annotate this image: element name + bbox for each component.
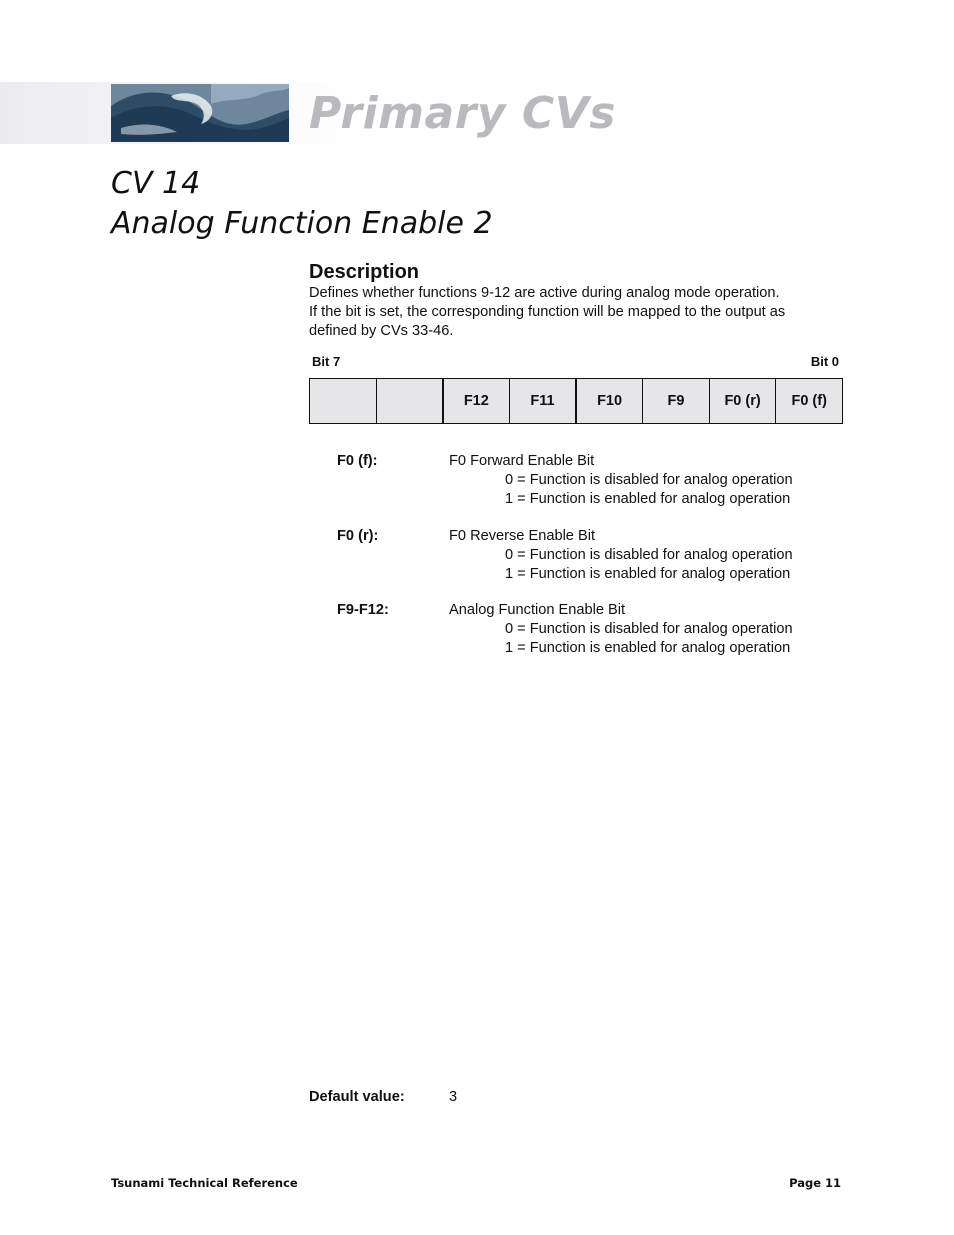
bit-cell-1: F0 (r)	[709, 379, 776, 424]
definition-value-0: 0 = Function is disabled for analog operation	[505, 472, 793, 488]
wave-banner-image	[111, 84, 289, 142]
wave-graphic	[111, 84, 289, 142]
definition-title: F0 Forward Enable Bit	[449, 453, 595, 469]
definition-title: F0 Reverse Enable Bit	[449, 528, 596, 544]
default-value: 3	[449, 1089, 458, 1105]
page-section-title: Primary CVs	[309, 88, 616, 139]
bit-0-label: Bit 0	[810, 354, 839, 369]
definition-value-1: 1 = Function is enabled for analog operation	[505, 491, 791, 507]
bit-cell-0: F0 (f)	[776, 379, 843, 424]
cv-number-heading: CV 14	[111, 166, 201, 201]
definition-term: F0 (r):	[337, 528, 379, 544]
bit-cell-4: F11	[509, 379, 576, 424]
definition-title: Analog Function Enable Bit	[449, 602, 626, 618]
bit-7-label: Bit 7	[312, 354, 341, 369]
description-line: Defines whether functions 9-12 are active during analog mode operation.	[309, 285, 780, 301]
description-body	[309, 284, 849, 341]
footer-page-number: Page 11	[789, 1176, 841, 1190]
description-line: If the bit is set, the corresponding function will be mapped to the output as	[309, 304, 786, 320]
footer-document-title: Tsunami Technical Reference	[111, 1176, 298, 1190]
definition-term: F0 (f):	[337, 453, 378, 469]
bit-row	[310, 379, 843, 424]
bit-cell-7	[310, 379, 377, 424]
default-value-label: Default value:	[309, 1089, 405, 1105]
definition-value-1: 1 = Function is enabled for analog operation	[505, 566, 791, 582]
description-line: defined by CVs 33-46.	[309, 323, 454, 339]
bit-cell-3: F10	[576, 379, 643, 424]
bit-table	[309, 378, 843, 424]
bit-cell-2: F9	[643, 379, 710, 424]
definition-value-0: 0 = Function is disabled for analog operation	[505, 547, 793, 563]
bit-cell-5: F12	[443, 379, 510, 424]
description-heading: Description	[309, 261, 420, 283]
definition-term: F9-F12:	[337, 602, 389, 618]
cv-name-heading: Analog Function Enable 2	[111, 206, 493, 241]
definition-value-1: 1 = Function is enabled for analog operation	[505, 640, 791, 656]
definition-value-0: 0 = Function is disabled for analog operation	[505, 621, 793, 637]
bit-cell-6	[376, 379, 443, 424]
